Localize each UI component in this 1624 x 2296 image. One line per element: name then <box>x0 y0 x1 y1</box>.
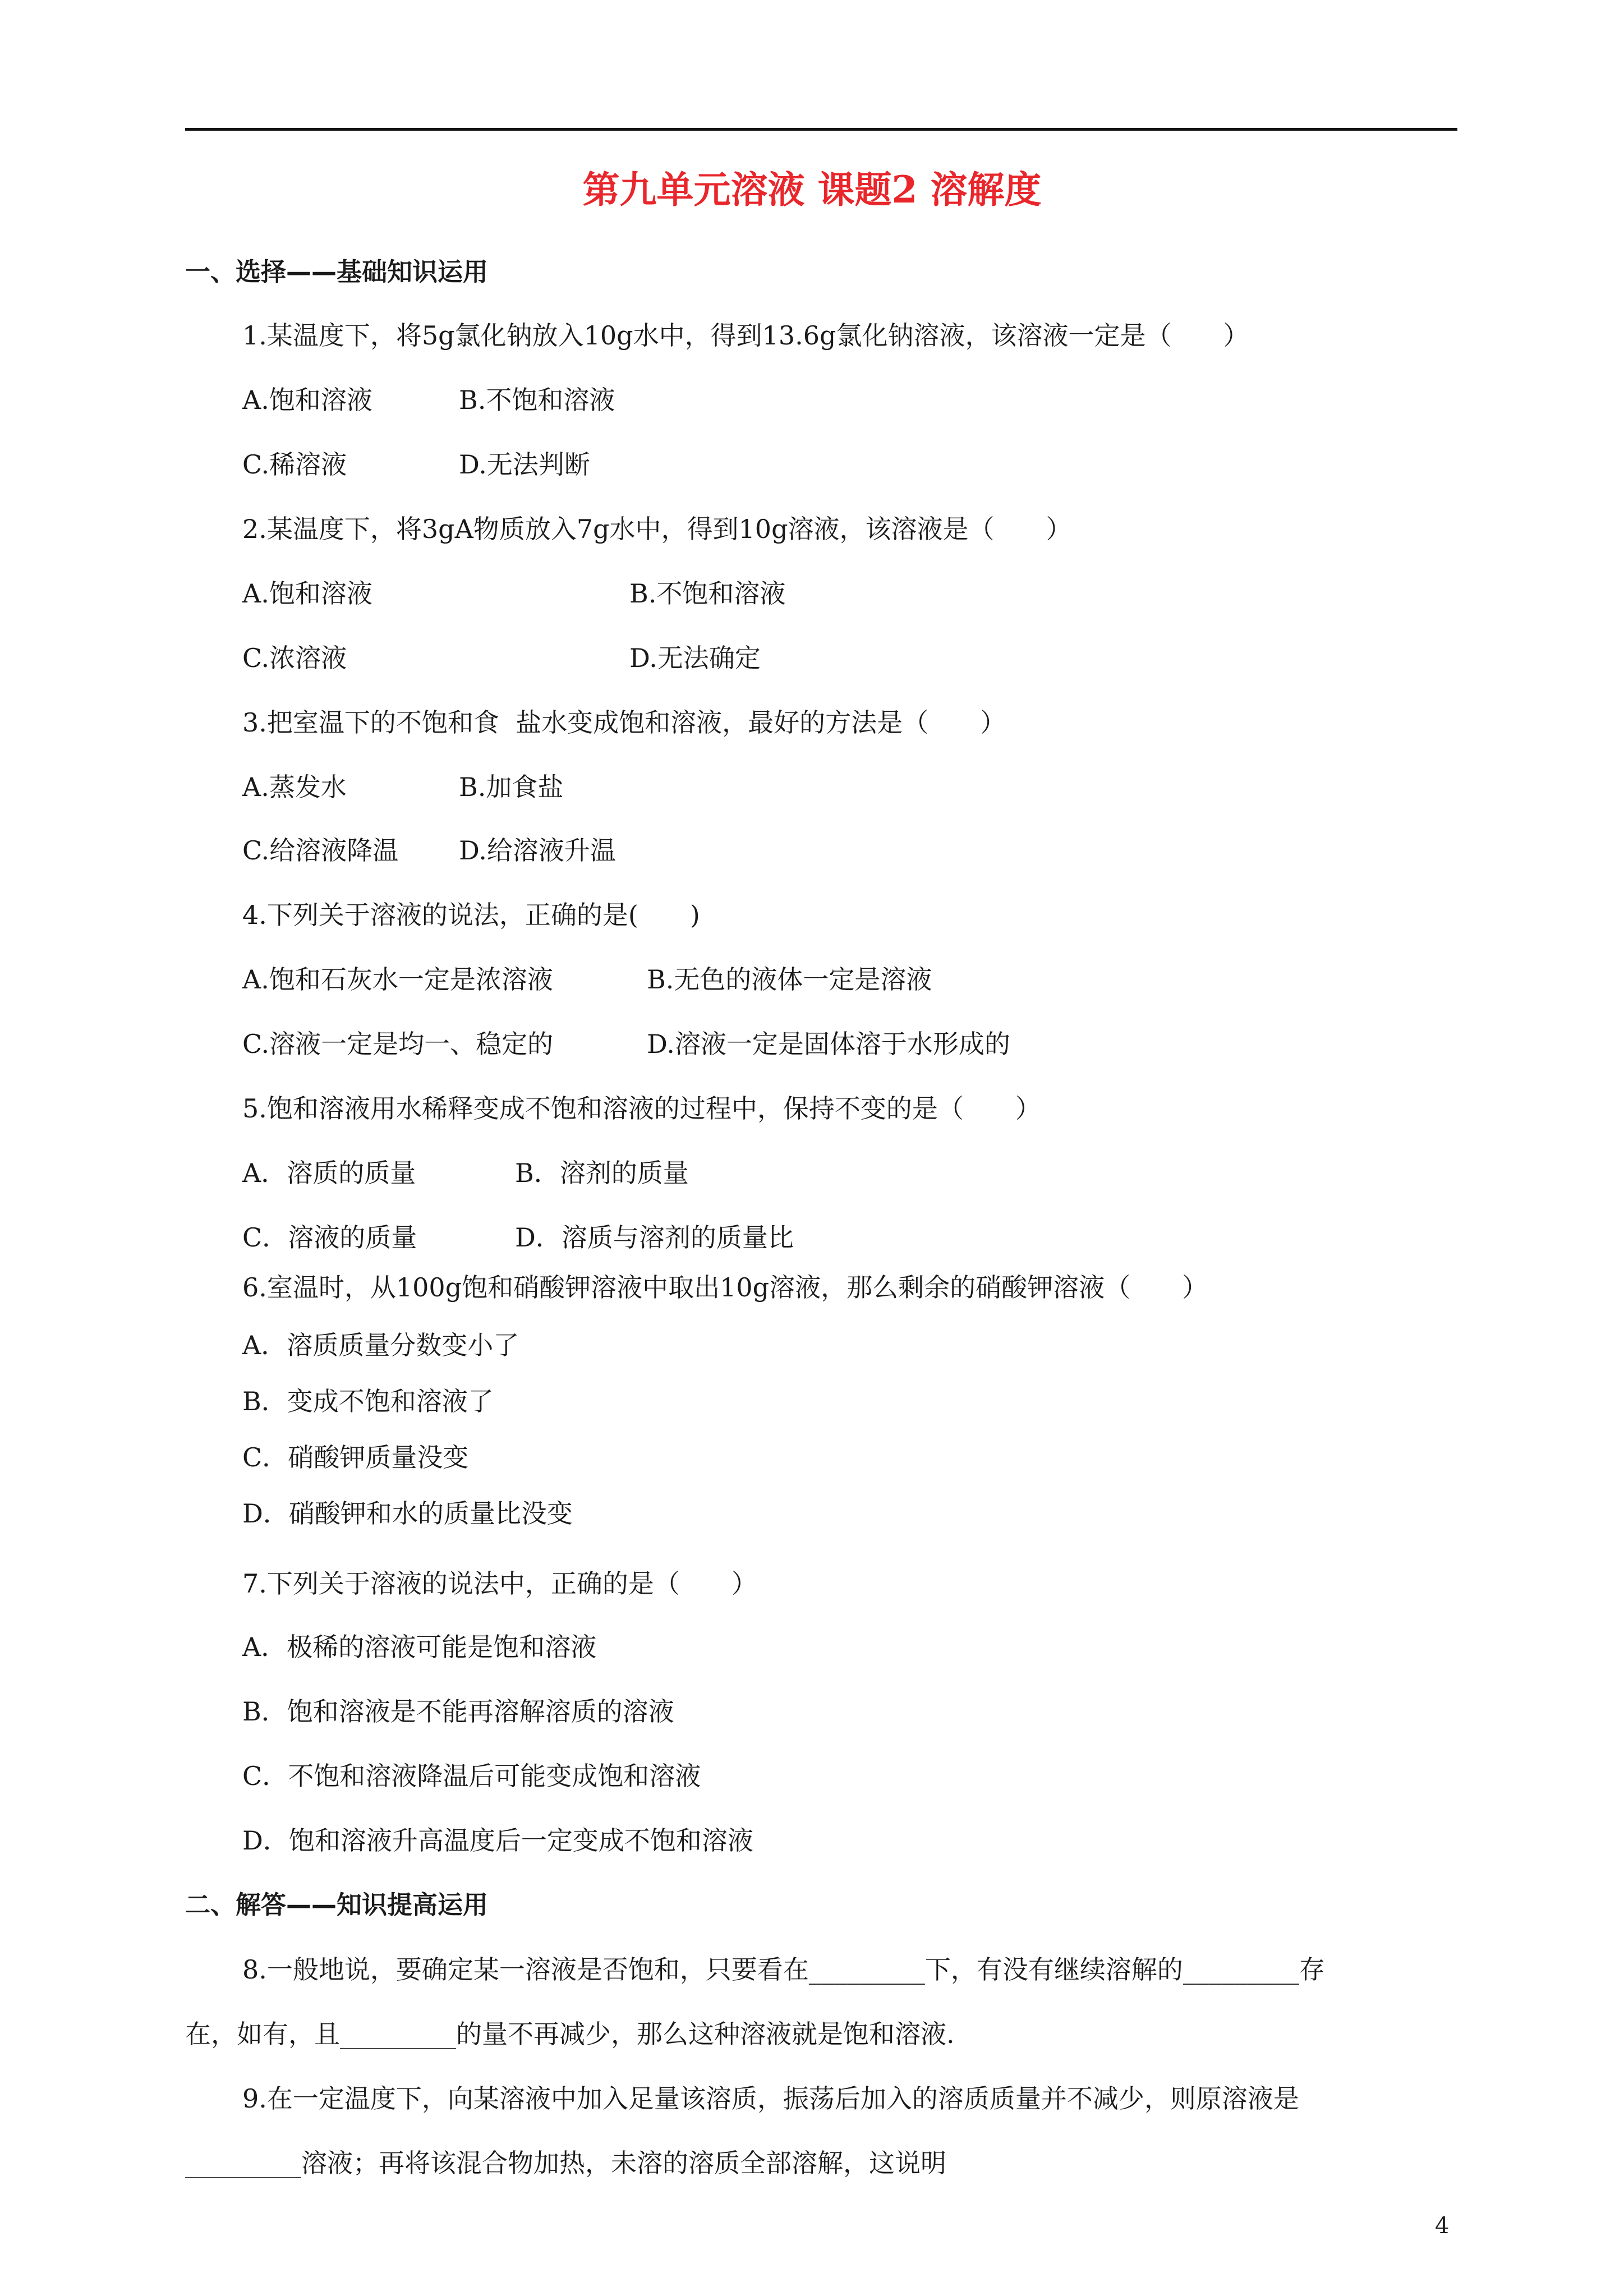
question-2-option-a: A.饱和溶液 <box>242 578 372 609</box>
question-7-option-d: D．饱和溶液升高温度后一定变成不饱和溶液 <box>242 1825 753 1856</box>
question-9-line-1: 9.在一定温度下，向某溶液中加入足量该溶质，振荡后加入的溶质质量并不减少，则原溶液是 <box>242 2083 1299 2114</box>
question-7-option-a: A．极稀的溶液可能是饱和溶液 <box>242 1632 597 1662</box>
question-6-option-d: D．硝酸钾和水的质量比没变 <box>242 1498 573 1529</box>
page-title: 第九单元溶液 课题2 溶解度 <box>582 168 1042 211</box>
question-4-option-b: B.无色的液体一定是溶液 <box>647 964 932 995</box>
question-4-option-c: C.溶液一定是均一、稳定的 <box>242 1029 554 1059</box>
question-3-stem: 3.把室温下的不饱和食 盐水变成饱和溶液，最好的方法是（ ） <box>242 707 1006 738</box>
question-5-option-d: D．溶质与溶剂的质量比 <box>515 1222 794 1253</box>
question-1-option-d: D.无法判断 <box>459 449 590 480</box>
question-6-stem: 6.室温时，从100g饱和硝酸钾溶液中取出10g溶液，那么剩余的硝酸钾溶液（ ） <box>242 1272 1208 1303</box>
question-8-line-1: 8.一般地说，要确定某一溶液是否饱和，只要看在_________下，有没有继续溶解的_________存 <box>242 1954 1325 1985</box>
question-4-option-a: A.饱和石灰水一定是浓溶液 <box>242 964 553 995</box>
question-2-option-d: D.无法确定 <box>629 643 761 673</box>
question-1-option-b: B.不饱和溶液 <box>459 385 615 415</box>
question-7-stem: 7.下列关于溶液的说法中，正确的是（ ） <box>242 1568 757 1599</box>
page-number: 4 <box>1435 2213 1450 2239</box>
question-3-option-c: C.给溶液降温 <box>242 835 399 866</box>
question-2-option-b: B.不饱和溶液 <box>629 578 786 609</box>
header-rule <box>185 128 1457 131</box>
section-heading-answer: 二、解答——知识提高运用 <box>185 1890 489 1920</box>
question-4-option-d: D.溶液一定是固体溶于水形成的 <box>647 1029 1010 1059</box>
question-6-option-c: C．硝酸钾质量没变 <box>242 1442 469 1473</box>
question-5-option-b: B．溶剂的质量 <box>515 1158 689 1188</box>
question-4-stem: 4.下列关于溶液的说法，正确的是( ) <box>242 900 700 930</box>
question-2-option-c: C.浓溶液 <box>242 643 347 673</box>
question-1-stem: 1.某温度下，将5g氯化钠放入10g水中，得到13.6g氯化钠溶液，该溶液一定是（ ） <box>242 320 1249 351</box>
question-1-option-a: A.饱和溶液 <box>242 385 372 415</box>
question-3-option-b: B.加食盐 <box>459 772 564 802</box>
question-8-line-2: 在，如有，且_________的量不再减少，那么这种溶液就是饱和溶液. <box>185 2019 955 2049</box>
section-heading-choice: 一、选择——基础知识运用 <box>185 257 489 287</box>
question-6-option-b: B．变成不饱和溶液了 <box>242 1386 494 1416</box>
question-7-option-c: C．不饱和溶液降温后可能变成饱和溶液 <box>242 1761 701 1791</box>
question-9-line-2: _________溶液；再将该混合物加热，未溶的溶质全部溶解，这说明 <box>185 2148 946 2178</box>
question-5-option-c: C．溶液的质量 <box>242 1222 417 1253</box>
question-3-option-a: A.蒸发水 <box>242 772 347 802</box>
question-7-option-b: B．饱和溶液是不能再溶解溶质的溶液 <box>242 1696 674 1727</box>
question-6-option-a: A．溶质质量分数变小了 <box>242 1330 519 1360</box>
question-5-stem: 5.饱和溶液用水稀释变成不饱和溶液的过程中，保持不变的是（ ） <box>242 1093 1041 1124</box>
question-2-stem: 2.某温度下，将3gA物质放入7g水中，得到10g溶液，该溶液是（ ） <box>242 514 1072 544</box>
question-3-option-d: D.给溶液升温 <box>459 835 616 866</box>
question-5-option-a: A．溶质的质量 <box>242 1158 416 1188</box>
question-1-option-c: C.稀溶液 <box>242 449 347 480</box>
